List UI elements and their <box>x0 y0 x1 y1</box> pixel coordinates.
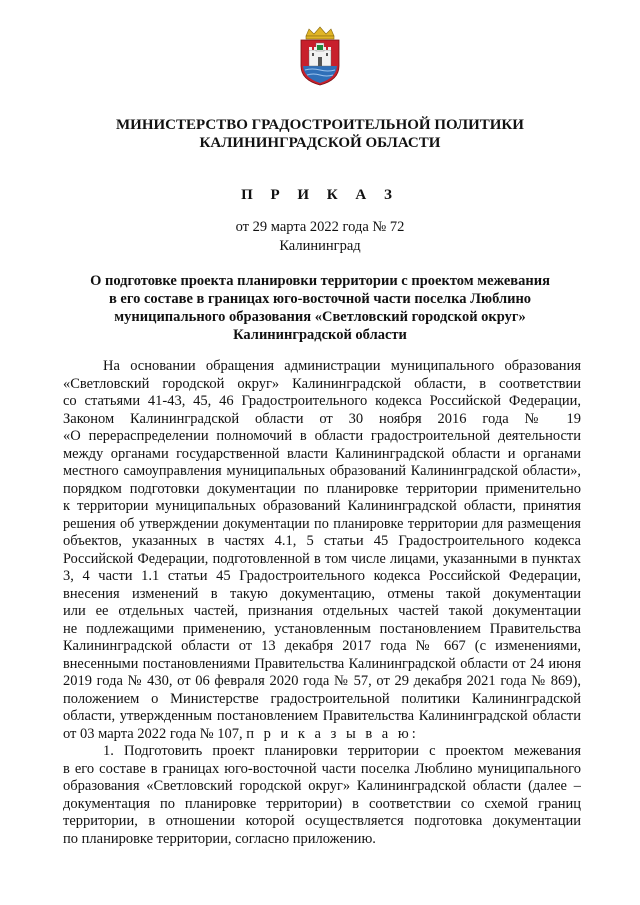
document-body <box>63 358 581 848</box>
body-line: или ее отдельных частей, признания отдельных частей такой документации <box>63 603 581 619</box>
body-line: местного самоуправления муниципальных образований Калининградской области», <box>63 463 581 479</box>
body-line-resolution <box>63 726 581 744</box>
body-line: Законом Калининградской области от 30 ноября 2016 года № 19 <box>63 410 581 427</box>
ministry-name <box>60 116 580 152</box>
body-line: Российской Федерации, подготовленной в том числе лицами, указанными в пунктах <box>63 550 581 567</box>
body-line: Калининградской области от 13 декабря 2017 года № 667 (с изменениями, <box>63 638 581 654</box>
city: Калининград <box>279 238 361 254</box>
body-line: к территории муниципальных образований Калининградской области, принятия <box>63 498 581 514</box>
resolution-word: п р и к а з ы в а ю: <box>246 725 419 742</box>
ministry-line-1: МИНИСТЕРСТВО ГРАДОСТРОИТЕЛЬНОЙ ПОЛИТИКИ <box>116 117 524 133</box>
resolution-prefix: от 03 марта 2022 года № 107, <box>63 725 243 742</box>
document-type: П Р И К А З <box>241 187 399 203</box>
body-line: между органами государственной власти Калининградской области и органами <box>63 445 581 462</box>
body-line: территории, в отношении которой осуществляется подготовка документации <box>63 813 581 829</box>
kaliningrad-coat-of-arms-icon <box>297 26 343 86</box>
paragraph-item-1 <box>63 743 581 848</box>
body-line: по планировке территории, согласно приложению. <box>63 830 376 847</box>
body-line: 3, 4 части 1.1 статьи 45 Градостроительного кодекса Российской Федерации, <box>63 568 581 584</box>
subject-line: О подготовке проекта планировки территории с проектом межевания <box>90 273 550 289</box>
subject-line: в его составе в границах юго-восточной части поселка Люблино <box>108 291 532 307</box>
body-line: области, утвержденным постановлением Правительства Калининградской области <box>63 708 581 724</box>
body-line: со статьями 41-43, 45, 46 Градостроительного кодекса Российской Федерации, <box>63 393 581 409</box>
ministry-line-2: КАЛИНИНГРАДСКОЙ ОБЛАСТИ <box>199 135 441 151</box>
body-line: порядком подготовки документации по планировке территории применительно <box>63 480 581 497</box>
body-line: решения об утверждении документации по планировке территории для размещения <box>63 515 581 532</box>
body-line: объектов, указанных в частях 4.1, 5 статьи 45 Градостроительного кодекса <box>63 533 581 549</box>
body-line: «О перераспределении полномочий в области градостроительной деятельности <box>63 428 581 444</box>
body-line: внесенными постановлениями Правительства Калининградской области от 24 июня <box>63 655 581 672</box>
body-line: 1. Подготовить проект планировки территории с проектом межевания <box>103 743 581 759</box>
body-line: не подлежащими применению, установленным постановлением Правительства <box>63 620 581 637</box>
body-line: в его составе в границах юго-восточной части поселка Люблино муниципального <box>63 760 581 777</box>
body-line: 2019 года № 430, от 06 февраля 2020 года № 57, от 29 декабря 2021 года № 869), <box>63 673 581 689</box>
paragraph-preamble <box>63 358 581 743</box>
body-line: документация по планировке территории) в соответствии со схемой границ <box>63 795 581 812</box>
date-and-number-block <box>60 218 580 256</box>
document-subject <box>70 272 570 344</box>
body-line: образования «Светловский городской округ» Калининградской области (далее – <box>63 778 581 794</box>
body-line: внесения изменений в такую документацию, отмены такой документации <box>63 585 581 602</box>
subject-line: Калининградской области <box>233 327 407 343</box>
body-line: положением о Министерстве градостроительной политики Калининградской <box>63 690 581 707</box>
subject-line: муниципального образования «Светловский городской округ» <box>114 309 526 325</box>
date-number: от 29 марта 2022 года № 72 <box>235 219 405 235</box>
body-line: На основании обращения администрации муниципального образования <box>103 358 581 374</box>
body-line: «Светловский городской округ» Калининградской области, в соответствии <box>63 375 581 392</box>
